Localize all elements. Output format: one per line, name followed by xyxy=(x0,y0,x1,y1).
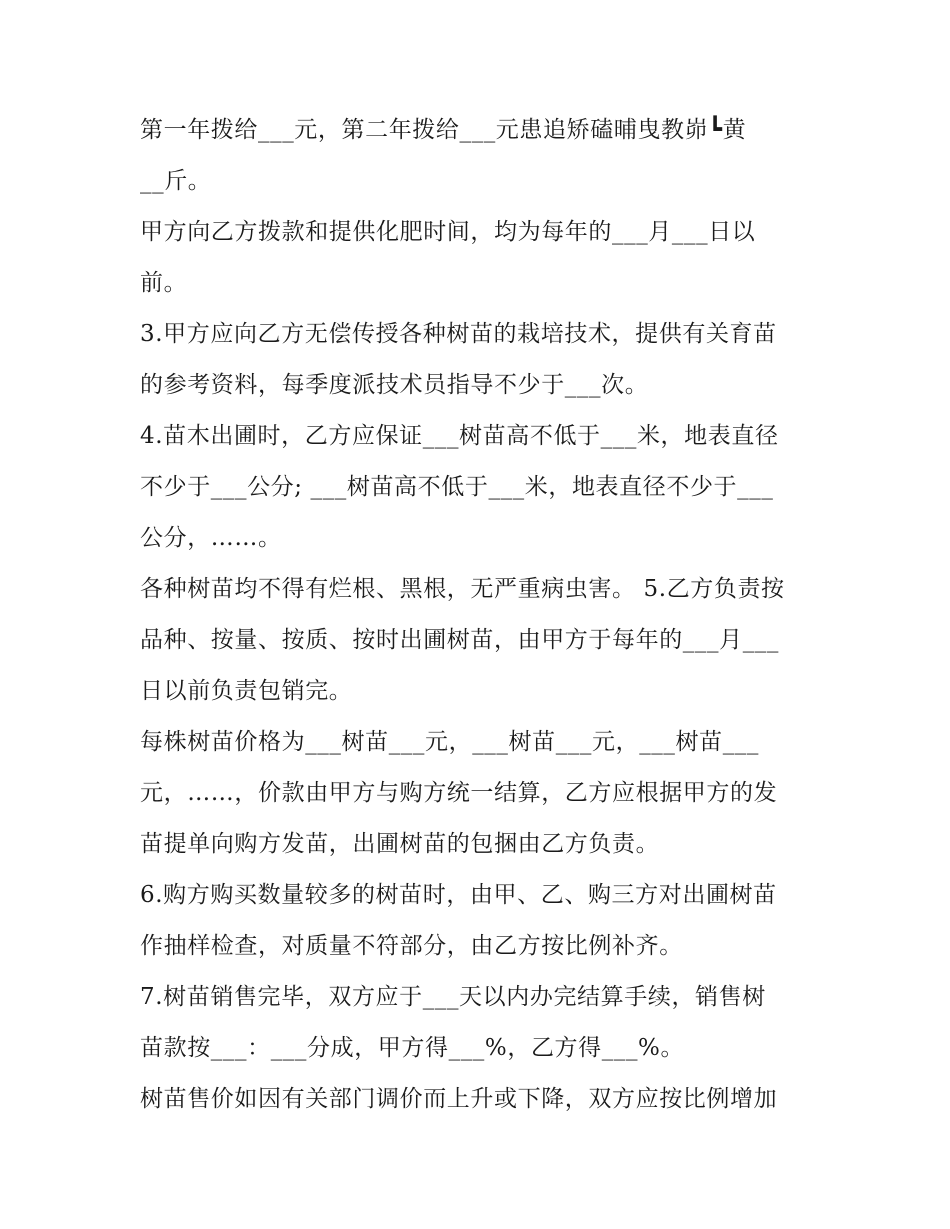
text-line: 第一年拨给___元，第二年拨给___元患追矫磕晡曳教峁┗黄 xyxy=(140,117,747,143)
text-line: 作抽样检查，对质量不符部分，由乙方按比例补齐。 xyxy=(140,933,683,959)
text-line: 4.苗木出圃时，乙方应保证___树苗高不低于___米，地表直径 xyxy=(140,423,779,449)
text-line: __斤。 xyxy=(140,168,212,194)
text-line: 每株树苗价格为___树苗___元，___树苗___元，___树苗___ xyxy=(140,729,759,755)
contract-body xyxy=(140,105,820,1125)
text-line: 6.购方购买数量较多的树苗时，由甲、乙、购三方对出圃树苗 xyxy=(140,882,777,908)
text-line: 树苗售价如因有关部门调价而上升或下降，双方应按比例增加 xyxy=(140,1086,778,1112)
text-line: 甲方向乙方拨款和提供化肥时间，均为每年的___月___日以 xyxy=(140,219,756,245)
text-line: 3.甲方应向乙方无偿传授各种树苗的栽培技术，提供有关育苗 xyxy=(140,321,777,347)
text-line: 品种、按量、按质、按时出圃树苗，由甲方于每年的___月___ xyxy=(140,627,779,653)
text-line: 7.树苗销售完毕，双方应于___天以内办完结算手续，销售树 xyxy=(140,984,766,1010)
text-line: 元，……，价款由甲方与购方统一结算，乙方应根据甲方的发 xyxy=(140,780,778,806)
text-line: 各种树苗均不得有烂根、黑根，无严重病虫害。 5.乙方负责按 xyxy=(140,576,785,602)
text-line: 的参考资料，每季度派技术员指导不少于___次。 xyxy=(140,372,649,398)
text-line: 不少于___公分; ___树苗高不低于___米，地表直径不少于___ xyxy=(140,474,774,500)
text-line: 苗提单向购方发苗，出圃树苗的包捆由乙方负责。 xyxy=(140,831,660,857)
text-line: 苗款按___：___分成，甲方得___%，乙方得___%。 xyxy=(140,1035,685,1061)
text-line: 公分，……。 xyxy=(140,525,282,551)
text-line: 前。 xyxy=(140,270,188,296)
text-line: 日以前负责包销完。 xyxy=(140,678,353,704)
